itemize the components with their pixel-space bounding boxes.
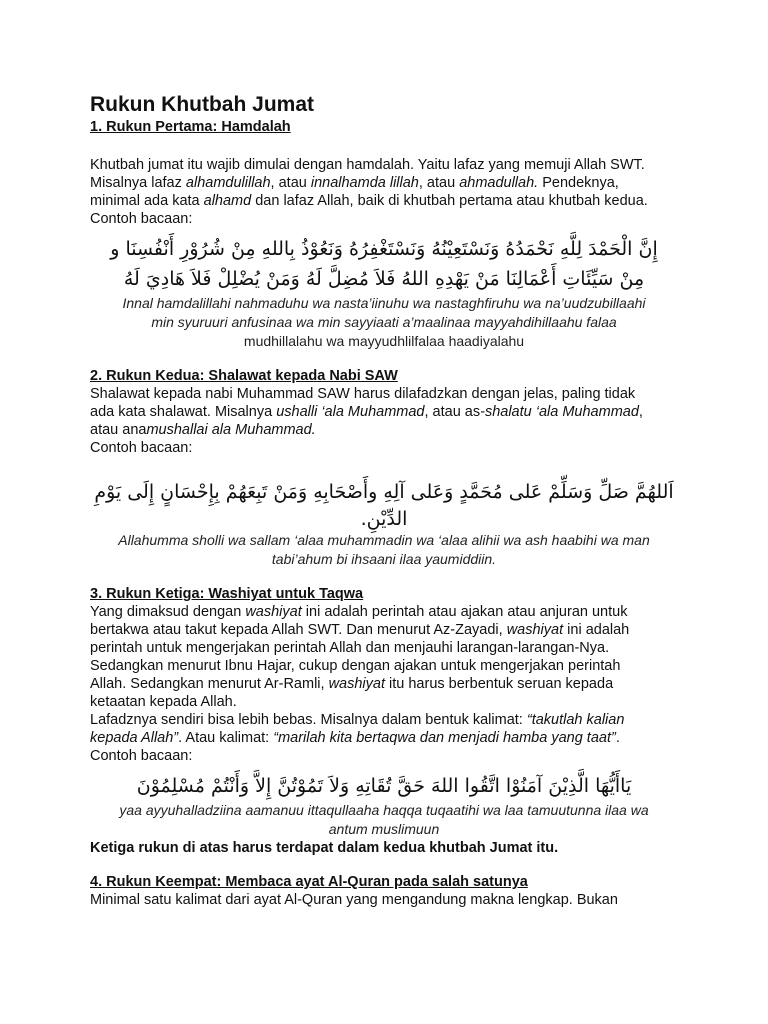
section-1-example-label: Contoh bacaan: xyxy=(90,211,193,227)
section-1-paragraph-line: Khutbah jumat itu wajib dimulai dengan hamdalah. Yaitu lafaz yang memuji Allah SWT. xyxy=(90,157,645,173)
section-3-paragraph-line: perintah untuk mengerjakan perintah Allah dan menjauhi larangan-larangan-Nya. xyxy=(90,640,610,656)
section-2-transliteration: Allahumma sholli wa sallam ‘alaa muhammadin wa ‘alaa alihii wa ash haabihi wa man xyxy=(118,532,650,548)
document-page xyxy=(90,92,678,909)
section-1-transliteration: Innal hamdalillahi nahmaduhu wa nasta’iinuhu wa nastaghfiruhu wa na’uudzubillaahi xyxy=(122,295,646,311)
section-3-paragraph-line: Sedangkan menurut Ibnu Hajar, cukup dengan ajakan untuk mengerjakan perintah xyxy=(90,658,621,674)
section-3-example-label: Contoh bacaan: xyxy=(90,748,193,764)
section-4-paragraph-line: Minimal satu kalimat dari ayat Al-Quran yang mengandung makna lengkap. Bukan xyxy=(90,892,618,908)
section-1-arabic-line: مِنْ سَيِّئَاتِ أَعْمَالِنَا مَنْ يَهْدِهِ اللهُ فَلاَ مُضِلَّ لَهُ وَمَنْ يُضْلِلْ فَلاَ هَادِيَ لَهُ xyxy=(123,268,645,290)
section-3-paragraph-line: bertakwa atau takut kepada Allah SWT. Dan menurut Az-Zayadi, washiyat ini adalah xyxy=(90,622,630,638)
section-3-transliteration: yaa ayyuhalladziina aamanuu ittaqullaaha haqqa tuqaatihi wa laa tamuutunna ilaa wa xyxy=(119,802,649,818)
section-3-bold-note: Ketiga rukun di atas harus terdapat dalam kedua khutbah Jumat itu. xyxy=(90,840,559,856)
section-1-paragraph-line: minimal ada kata alhamd dan lafaz Allah, baik di khutbah pertama atau khutbah kedua. xyxy=(90,193,648,209)
section-3-heading: 3. Rukun Ketiga: Washiyat untuk Taqwa xyxy=(90,586,364,602)
section-1-paragraph-line: Misalnya lafaz alhamdulillah, atau innalhamda lillah, atau ahmadullah. Pendeknya, xyxy=(90,175,619,191)
section-3-paragraph-line: Lafadznya sendiri bisa lebih bebas. Misalnya dalam bentuk kalimat: “takutlah kalian xyxy=(90,712,625,728)
section-1-arabic-line: إِنَّ الْحَمْدَ لِلَّهِ نَحْمَدُهُ وَنَسْتَعِيْنُهُ وَنَسْتَغْفِرُهُ وَنَعُوْذُ بِاللهِ مِنْ شُرُوْرِ أَنْفُسِنَا و xyxy=(110,238,658,260)
section-2-example-label: Contoh bacaan: xyxy=(90,440,193,456)
section-1-transliteration: min syuruuri anfusinaa wa min sayyiaati a’maalinaa mayyahdihillaahu falaa xyxy=(151,314,617,330)
section-2-paragraph-line: atau anamushallai ala Muhammad. xyxy=(90,422,316,438)
section-1-transliteration: mudhillalahu wa mayyudhlilfalaa haadiyalahu xyxy=(243,333,525,349)
section-3-paragraph-line: kepada Allah”. Atau kalimat: “marilah kita bertaqwa dan menjadi hamba yang taat”. xyxy=(90,730,620,746)
section-4-heading: 4. Rukun Keempat: Membaca ayat Al-Quran pada salah satunya xyxy=(90,874,528,890)
section-2-paragraph-line: ada kata shalawat. Misalnya ushalli ‘ala Muhammad, atau as-shalatu ‘ala Muhammad, xyxy=(90,404,643,420)
section-2-arabic-line: الدِّيْنِ. xyxy=(360,508,408,530)
section-2-arabic-line: اَللهُمَّ صَلِّ وَسَلِّمْ عَلى مُحَمَّدٍ وَعَلى آلِهِ وأَصْحَابِهِ وَمَنْ تَبِعَهُمْ بِإِحْسَانٍ إِلَى يَوْمِ xyxy=(94,481,674,503)
section-1-heading: 1. Rukun Pertama: Hamdalah xyxy=(90,119,291,135)
section-3-paragraph-line: Yang dimaksud dengan washiyat ini adalah perintah atau ajakan atau anjuran untuk xyxy=(90,604,628,620)
section-3-arabic-line: يَاأَيُّهَا الَّذِيْنَ آمَنُوْا اتَّقُوا اللهَ حَقَّ تُقَاتِهِ وَلاَ تَمُوْتُنَّ إِلاَّ وَأَنْتُمْ مُسْلِمُوْنَ xyxy=(136,775,632,797)
section-2-paragraph-line: Shalawat kepada nabi Muhammad SAW harus dilafadzkan dengan jelas, paling tidak xyxy=(90,386,636,402)
section-3-paragraph-line: Allah. Sedangkan menurut Ar-Ramli, washiyat itu harus berbentuk seruan kepada xyxy=(90,676,614,692)
section-2-heading: 2. Rukun Kedua: Shalawat kepada Nabi SAW xyxy=(90,368,398,384)
page-title: Rukun Khutbah Jumat xyxy=(90,93,314,116)
section-2-transliteration: tabi’ahum bi ihsaani ilaa yaumiddiin. xyxy=(271,551,497,567)
section-3-paragraph-line: ketaatan kepada Allah. xyxy=(90,694,237,710)
section-3-transliteration: antum muslimuun xyxy=(328,821,440,837)
